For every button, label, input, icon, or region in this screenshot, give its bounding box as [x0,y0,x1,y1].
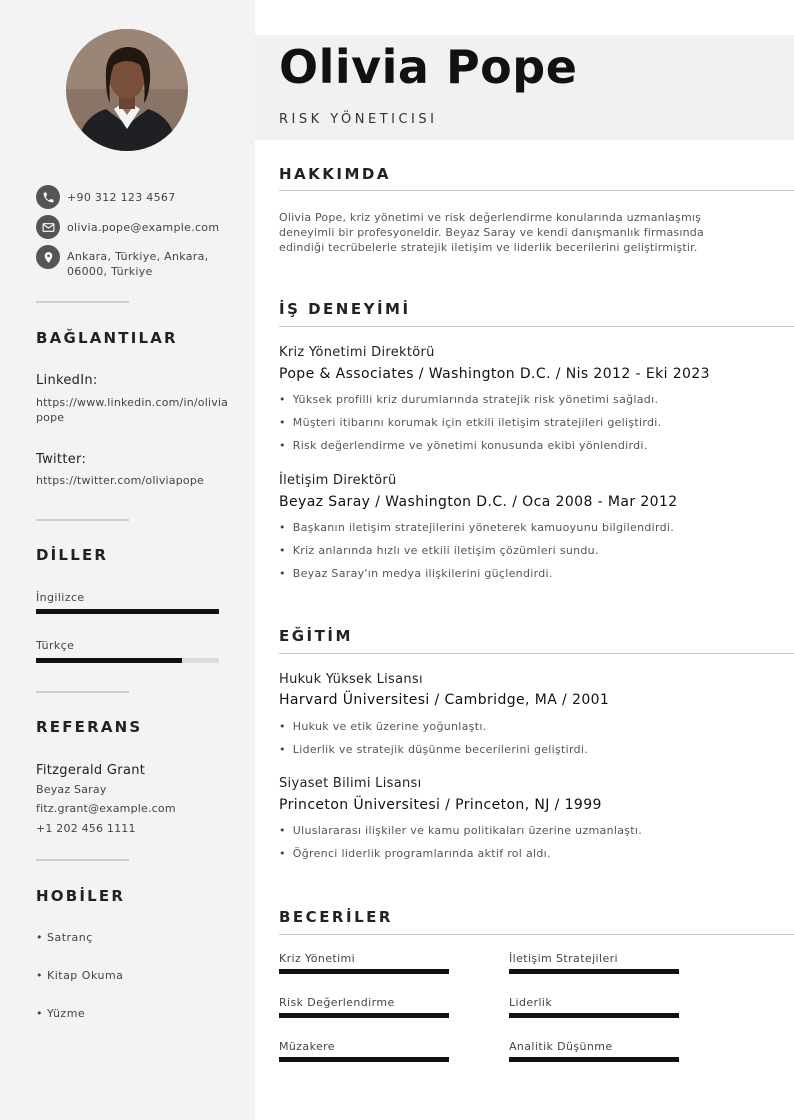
address-text [67,249,208,279]
skill-item [509,952,679,974]
address-line-2: 06000, Türkiye [67,265,153,278]
list-item: • Müşteri itibarını korumak için etkili iletişim stratejileri geliştirdi. [279,415,779,438]
reference-phone: +1 202 456 1111 [36,822,136,835]
experience-role: Kriz Yönetimi Direktörü [279,345,435,360]
phone-text: +90 312 123 4567 [67,191,176,204]
links-heading: BAĞLANTILAR [36,329,178,347]
skill-level-fill [279,1057,449,1062]
reference-heading: REFERANS [36,718,143,736]
list-item: • Uluslararası ilişkiler ve kamu politikaları üzerine uzmanlaştı. [279,823,779,846]
skill-name: Liderlik [509,996,553,1009]
skill-item [509,996,679,1018]
linkedin-label: LinkedIn: [36,373,98,388]
language-level-bar [36,658,219,663]
twitter-link[interactable]: https://twitter.com/oliviapope [36,474,205,487]
section-rule [279,934,794,935]
list-item: • Yüksek profilli kriz durumlarında stratejik risk yönetimi sağladı. [279,392,779,415]
skill-level-bar [509,1013,679,1018]
envelope-icon [36,215,60,239]
education-detail: Harvard Üniversitesi / Cambridge, MA / 2001 [279,692,610,708]
experience-heading: İŞ DENEYİMİ [279,300,411,318]
skill-level-fill [509,1013,679,1018]
language-name: Türkçe [36,639,75,652]
education-detail: Princeton Üniversitesi / Princeton, NJ / 1999 [279,797,602,813]
skill-level-bar [279,1057,449,1062]
divider [36,691,129,693]
experience-bullets [279,520,779,589]
hobbies-heading: HOBİLER [36,887,126,905]
education-heading: EĞİTİM [279,627,353,645]
skill-item [509,1040,679,1062]
skill-level-bar [279,1013,449,1018]
location-pin-icon [36,245,60,269]
reference-name: Fitzgerald Grant [36,763,146,778]
list-item: • Kriz anlarında hızlı ve etkili iletişim çözümleri sundu. [279,543,779,566]
list-item: • Liderlik ve stratejik düşünme becerilerini geliştirdi. [279,742,779,765]
skill-item [279,952,449,974]
skill-name: Müzakere [279,1040,335,1053]
list-item: • Hukuk ve etik üzerine yoğunlaştı. [279,719,779,742]
email-link[interactable]: olivia.pope@example.com [67,221,220,234]
twitter-label: Twitter: [36,452,87,467]
hobby-item: • Satranç [36,931,93,944]
section-rule [279,653,794,654]
list-item: • Risk değerlendirme ve yönetimi konusunda ekibi yönlendirdi. [279,438,779,461]
reference-org: Beyaz Saray [36,783,107,796]
person-name: Olivia Pope [279,40,578,94]
address-line-1: Ankara, Türkiye, Ankara, [67,250,209,263]
sidebar [0,0,255,1120]
skill-level-fill [279,1013,449,1018]
skill-level-fill [279,969,449,974]
about-text: Olivia Pope, kriz yönetimi ve risk değerlendirme konularında uzmanlaşmış deneyimli bir profesyoneldir. Beyaz Saray ve kendi danışmanlık firmasında edindiği tecrübelerle stratejik iletişim ve liderlik becerilerini geliştirmiştir. [279,211,704,254]
skill-name: İletişim Stratejileri [509,952,618,965]
about-heading: HAKKIMDA [279,165,391,183]
avatar [66,29,188,151]
reference-email[interactable]: fitz.grant@example.com [36,802,176,815]
contact-phone [36,185,176,209]
education-bullets [279,719,779,765]
hobby-item: • Yüzme [36,1007,86,1020]
skill-name: Risk Değerlendirme [279,996,395,1009]
skill-name: Kriz Yönetimi [279,952,356,965]
list-item: • Başkanın iletişim stratejilerini yöneterek kamuoyunu bilgilendirdi. [279,520,779,543]
skills-heading: BECERİLER [279,908,393,926]
divider [36,519,129,521]
skill-level-fill [509,969,679,974]
skill-level-bar [509,969,679,974]
linkedin-link[interactable] [36,395,228,425]
languages-heading: DİLLER [36,546,109,564]
language-level-fill [36,609,219,614]
experience-detail: Beyaz Saray / Washington D.C. / Oca 2008 - Mar 2012 [279,494,678,510]
main-content [255,0,794,1120]
skill-item [279,1040,449,1062]
language-name: İngilizce [36,591,85,604]
contact-email [36,215,219,239]
experience-bullets [279,392,779,461]
contact-address [36,245,208,279]
skill-item [279,996,449,1018]
skill-level-bar [509,1057,679,1062]
divider [36,859,129,861]
skill-level-bar [279,969,449,974]
phone-icon [36,185,60,209]
education-bullets [279,823,779,869]
list-item: • Öğrenci liderlik programlarında aktif rol aldı. [279,846,779,869]
linkedin-url-line-1[interactable]: https://www.linkedin.com/in/olivia [36,396,229,409]
skill-name: Analitik Düşünme [509,1040,613,1053]
language-level-bar [36,609,219,614]
profile-photo [66,29,188,151]
education-degree: Siyaset Bilimi Lisansı [279,776,422,791]
language-level-fill [36,658,182,663]
hobby-item: • Kitap Okuma [36,969,124,982]
education-degree: Hukuk Yüksek Lisansı [279,672,423,687]
section-rule [279,326,794,327]
linkedin-url-line-2[interactable]: pope [36,411,65,424]
section-rule [279,190,794,191]
divider [36,301,129,303]
skill-level-fill [509,1057,679,1062]
experience-detail: Pope & Associates / Washington D.C. / Nis 2012 - Eki 2023 [279,366,710,382]
experience-role: İletişim Direktörü [279,473,397,488]
list-item: • Beyaz Saray'ın medya ilişkilerini güçlendirdi. [279,566,779,589]
job-title: RISK YÖNETICISI [279,112,438,127]
